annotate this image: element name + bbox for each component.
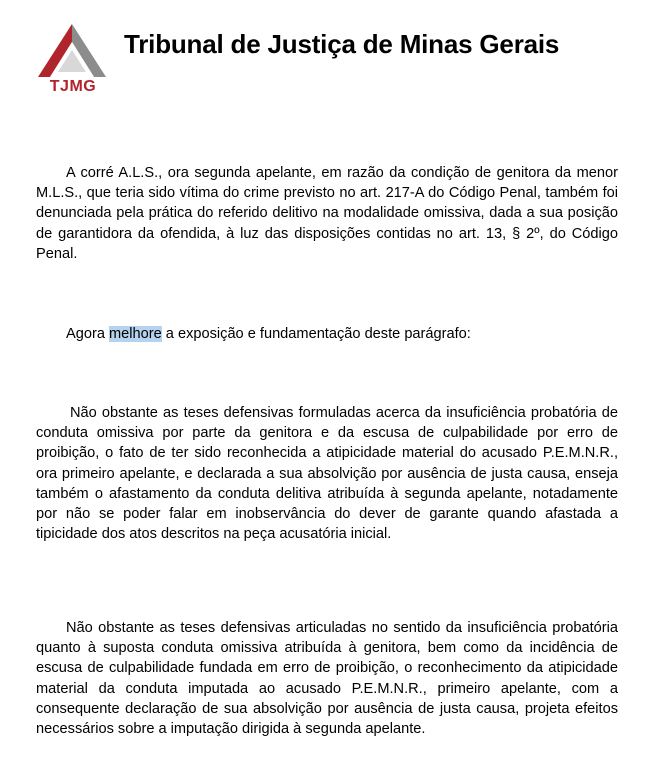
paragraph-improved: Não obstante as teses defensivas articuladas no sentido da insuficiência probatória quanto à suposta conduta omissiva atribuída à genitora, bem como da incidência de escusa de culpabilidade fundada em erro de proibição, o reconhecimento da atipicidade material da conduta imputada ao acusado P.E.M.N.R., primeiro apelante, com a consequente declaração de sua absolvição por ausência de justa causa, projeta efeitos necessários sobre a imputação dirigida à segunda apelante. [36,620,618,738]
court-title: Tribunal de Justiça de Minas Gerais [124,29,560,59]
tjmg-triangle-emblem [36,22,108,82]
logo-text: TJMG [49,78,97,95]
instruction-text-after: a exposição e fundamentação deste parágrafo: [161,326,471,342]
document-header [0,0,651,110]
selected-word-highlight[interactable]: melhore [109,326,162,342]
instruction-text-before: Agora [66,326,109,342]
tjmg-logo [36,22,108,102]
paragraph-instruction [36,324,618,344]
paragraph-1: A corré A.L.S., ora segunda apelante, em razão da condição de genitora da menor M.L.S., que teria sido vítima do crime previsto no art. 217-A do Código Penal, também foi denunciada pela prática do referido delitivo na modalidade omissiva, dada a sua posição de garantidora da ofendida, à luz das disposições contidas no art. 13, § 2º, do Código Penal. [36,165,618,262]
paragraph-original: Não obstante as teses defensivas formuladas acerca da insuficiência probatória de conduta omissiva por parte da genitora e da escusa de culpabilidade por erro de proibição, o fato de ter sido reconhecida a atipicidade material do acusado P.E.M.N.R., ora primeiro apelante, e declarada a sua absolvição por ausência de justa causa, enseja também o afastamento da conduta delitiva atribuída à segunda apelante, notadamente por não se poder falar em inobservância do dever de garante quando afastada a tipicidade dos atos descritos na peça acusatória inicial. [36,405,618,543]
